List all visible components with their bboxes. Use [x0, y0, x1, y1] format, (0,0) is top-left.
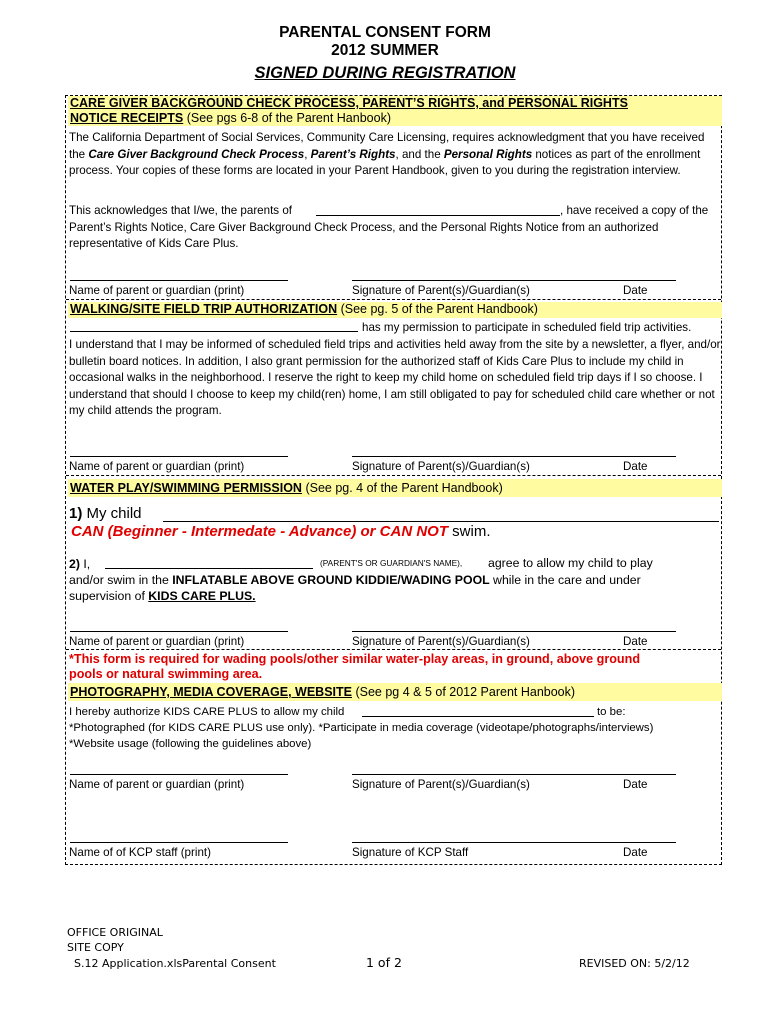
parent-name-label: Name of parent or guardian (print)	[69, 284, 245, 297]
photo-authorization: I hereby authorize KIDS CARE PLUS to allow my child to be: *Photographed (for KIDS CARE PLUS use only). *Participate in media coverage (videotape/photographs/interviews) *Website usage (following the guidelines above)	[69, 704, 721, 752]
child-name-line[interactable]	[163, 521, 719, 522]
staff-name-label: Name of of KCP staff (print)	[69, 846, 211, 859]
section-divider	[66, 475, 721, 476]
staff-signature-line[interactable]	[352, 842, 676, 843]
parent-name-blank[interactable]	[105, 568, 313, 569]
date-label: Date	[623, 778, 648, 791]
parent-name-line[interactable]	[70, 456, 288, 457]
parent-name-label: Name of parent or guardian (print)	[69, 635, 245, 648]
revised-date: REVISED ON: 5/2/12	[579, 957, 690, 970]
staff-signature-label: Signature of KCP Staff	[352, 846, 469, 859]
child-name-blank[interactable]	[362, 716, 594, 717]
section1-heading	[68, 96, 722, 126]
section2-paragraph: I understand that I may be informed of scheduled field trips and activities held away from the site by a newsletter, a flyer, and/or bulletin board notices. In addition, I also grant permission for the authorized staff of Kids Care Plus to include my child in occasional walks in the neighborhood. I reserve the right to keep my child home on scheduled field trip days if I so choose. I understand that should I choose to keep my child(ren) home, I am still obligated to pay for scheduled child care whether or not my child attends the program.	[69, 338, 721, 417]
section1-paragraph: The California Department of Social Services, Community Care Licensing, requires acknowledgment that you have received the Care Giver Background Check Process, Parent’s Rights, and the Personal Rights notices as part of the enrollment process. Your copies of these forms are located in your Parent Handbook, given to you during the registration interview.	[69, 131, 705, 177]
date-label: Date	[623, 460, 648, 473]
swim-ability-options: CAN (Beginner - Intermedate - Advance) or CAN NOT	[71, 523, 448, 540]
signature-line[interactable]	[352, 456, 676, 457]
site-copy: SITE COPY	[67, 941, 124, 954]
signature-line[interactable]	[352, 631, 676, 632]
section1-acknowledgment: This acknowledges that I/we, the parents of , have received a copy of the Parent’s Rights Notice, Care Giver Background Check Process, and the Personal Rights Notice from an authorized representative of Kids Care Plus.	[69, 204, 709, 250]
child-name-blank[interactable]	[316, 215, 560, 216]
field-trip-permission: has my permission to participate in scheduled field trip activities.	[362, 321, 692, 334]
signature-label: Signature of Parent(s)/Guardian(s)	[352, 778, 530, 791]
section1-heading-ref: (See pgs 6-8 of the Parent Hanbook)	[183, 111, 391, 125]
section-divider	[66, 649, 721, 650]
parent-name-hint: (PARENT'S OR GUARDIAN'S NAME),	[320, 558, 463, 568]
child-name-line[interactable]	[70, 331, 358, 332]
website-usage: *Website usage (following the guidelines above)	[69, 738, 312, 750]
pool-permission: and/or swim in the INFLATABLE ABOVE GROUND KIDDIE/WADING POOL while in the care and under	[69, 573, 641, 587]
parent-name-label: Name of parent or guardian (print)	[69, 460, 245, 473]
swim-item-1: 1) My child	[69, 505, 142, 522]
form-subtitle: 2012 SUMMER	[331, 42, 439, 59]
swim-ability: CAN (Beginner - Intermedate - Advance) or CAN NOT swim.	[71, 523, 491, 540]
section4-heading: PHOTOGRAPHY, MEDIA COVERAGE, WEBSITE (See pg 4 & 5 of 2012 Parent Hanbook)	[68, 683, 722, 701]
parent-name-line[interactable]	[70, 774, 288, 775]
date-label: Date	[623, 846, 648, 859]
supervision: supervision of KIDS CARE PLUS.	[69, 589, 256, 603]
signature-label: Signature of Parent(s)/Guardian(s)	[352, 635, 530, 648]
section-divider	[66, 299, 721, 300]
date-label: Date	[623, 635, 648, 648]
parent-name-line[interactable]	[70, 280, 288, 281]
signature-label: Signature of Parent(s)/Guardian(s)	[352, 460, 530, 473]
section1-heading-line2: NOTICE RECEIPTS	[70, 111, 184, 125]
parent-name-label: Name of parent or guardian (print)	[69, 778, 245, 791]
signed-during-registration: SIGNED DURING REGISTRATION	[254, 64, 516, 82]
swim-item-2: 2) I,	[69, 557, 91, 571]
office-original: OFFICE ORIGINAL	[67, 926, 163, 939]
signature-line[interactable]	[352, 774, 676, 775]
section3-heading: WATER PLAY/SWIMMING PERMISSION (See pg. 4 of the Parent Handbook)	[68, 479, 722, 497]
signature-line[interactable]	[352, 280, 676, 281]
date-label: Date	[623, 284, 648, 297]
parent-name-line[interactable]	[70, 631, 288, 632]
page-number: 1 of 2	[366, 955, 402, 970]
water-play-notice: *This form is required for wading pools/other similar water-play areas, in ground, above ground pools or natural swimming area.	[69, 652, 641, 681]
photo-consent-items: *Photographed (for KIDS CARE PLUS use only). *Participate in media coverage (videotape/photographs/interviews)	[69, 722, 654, 734]
signature-label: Signature of Parent(s)/Guardian(s)	[352, 284, 530, 297]
form-title: PARENTAL CONSENT FORM	[279, 24, 491, 41]
section1-heading-line1: CARE GIVER BACKGROUND CHECK PROCESS, PARENT’S RIGHTS, and PERSONAL RIGHTS	[70, 96, 628, 110]
section2-heading: WALKING/SITE FIELD TRIP AUTHORIZATION (See pg. 5 of the Parent Handbook)	[68, 302, 722, 318]
staff-name-line[interactable]	[70, 842, 288, 843]
file-name: S.12 Application.xlsParental Consent	[74, 957, 276, 970]
